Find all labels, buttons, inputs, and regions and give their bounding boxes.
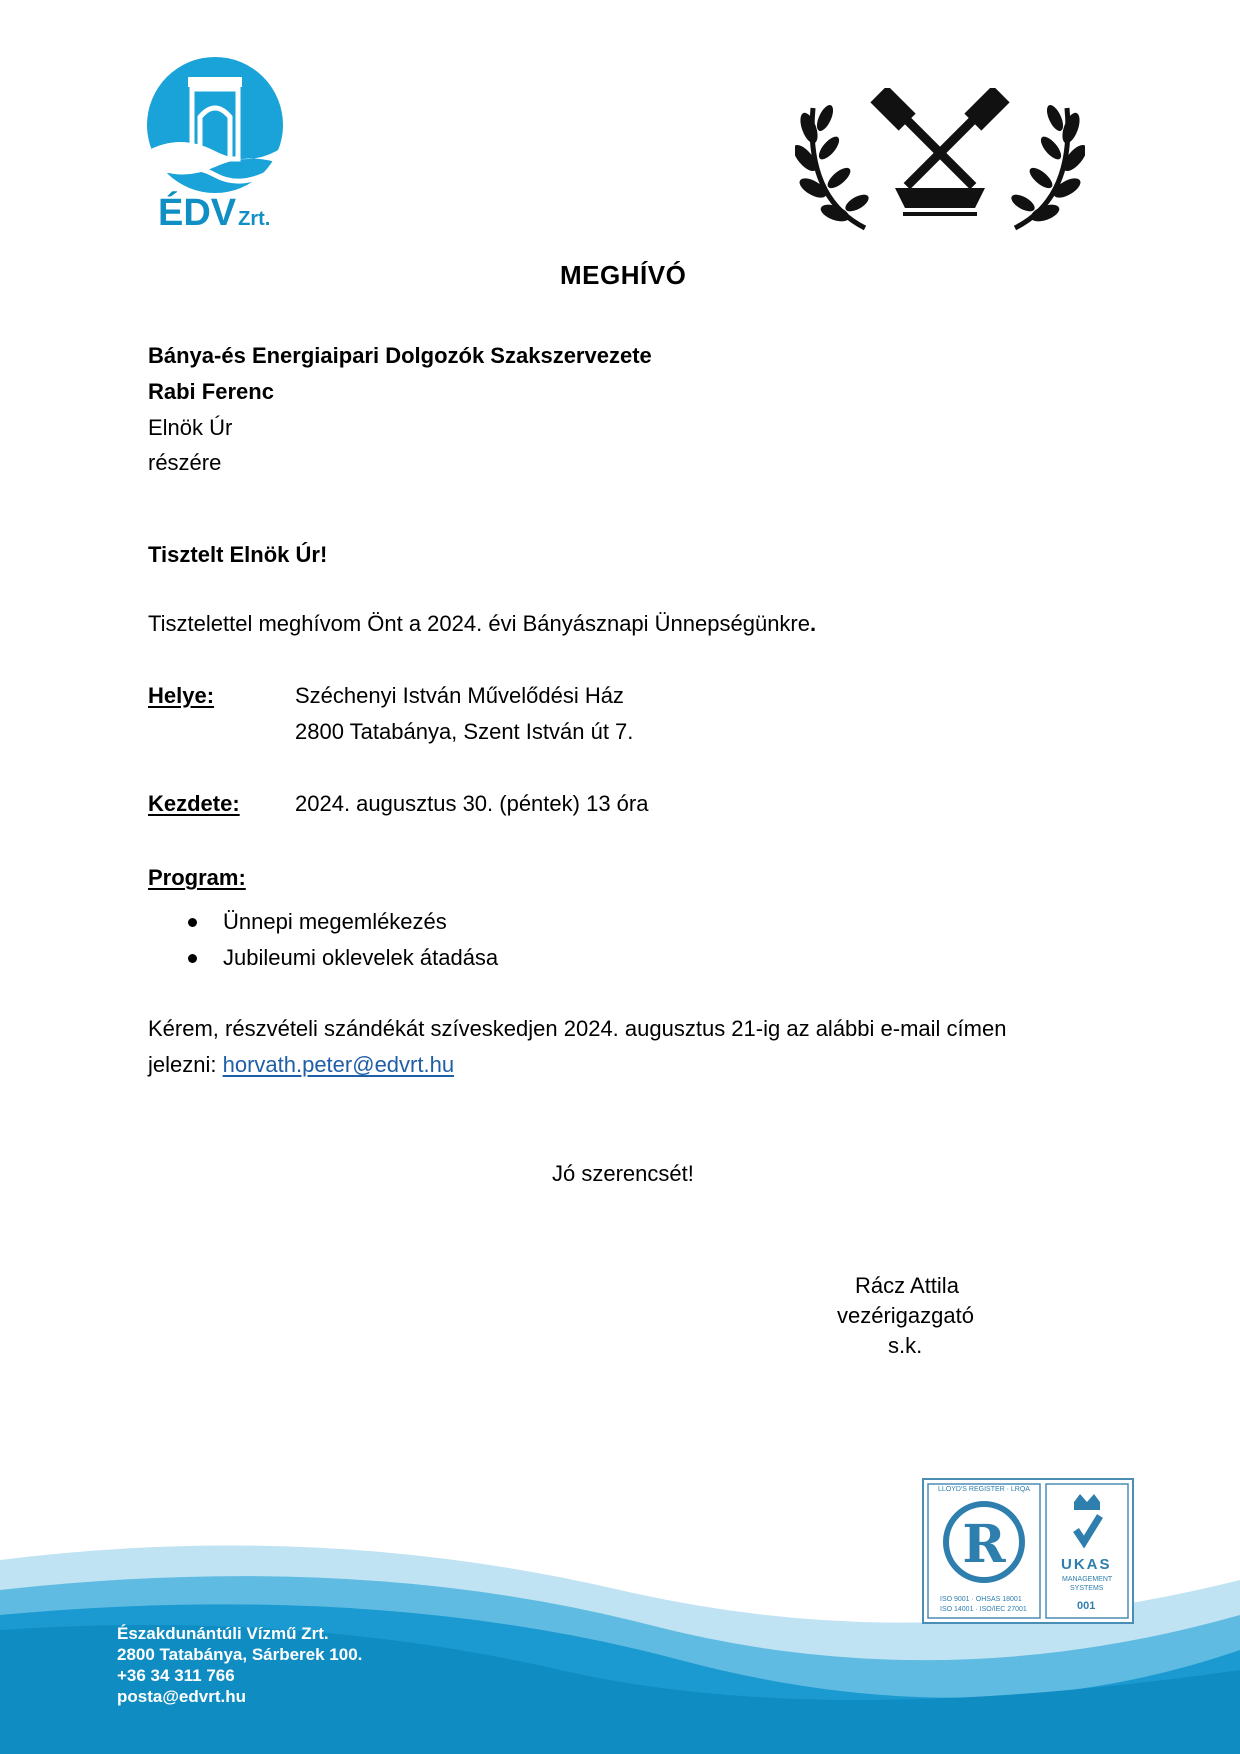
intro-text <box>148 606 816 642</box>
bullet-icon <box>188 918 197 927</box>
document-title: MEGHÍVÓ <box>560 260 687 290</box>
program-item: Jubileumi oklevelek átadása <box>223 945 499 970</box>
footer-company: Északdunántúli Vízmű Zrt. <box>117 1624 329 1643</box>
signature-name: Rácz Attila <box>855 1273 959 1298</box>
bullet-icon <box>188 954 197 963</box>
footer-address: 2800 Tatabánya, Sárberek 100. <box>117 1645 363 1664</box>
rsvp-prefix: jelezni: <box>148 1052 223 1077</box>
recipient-name: Rabi Ferenc <box>148 379 274 404</box>
rsvp-line2 <box>148 1047 454 1083</box>
recipient-for: részére <box>148 450 222 475</box>
svg-text:R: R <box>962 1514 1006 1575</box>
ukas-text: UKAS <box>1061 1556 1112 1573</box>
lrqa-certification-logo <box>922 1478 1134 1624</box>
intro-sentence: Tisztelettel meghívom Önt a 2024. évi Bányásznapi Ünnepségünkre <box>148 611 810 636</box>
start-value: 2024. augusztus 30. (péntek) 13 óra <box>295 791 649 816</box>
salutation: Tisztelt Elnök Úr! <box>148 542 328 567</box>
edv-logo-text: ÉDV <box>158 192 237 234</box>
recipient-position: Elnök Úr <box>148 415 233 440</box>
location-label: Helye: <box>148 683 215 708</box>
lrqa-standards-2: ISO 14001 · ISO/IEC 27001 <box>940 1606 1027 1613</box>
lrqa-arc-text: LLOYD'S REGISTER · LRQA <box>938 1486 1030 1493</box>
rsvp-email-link[interactable]: horvath.peter@edvrt.hu <box>222 1052 455 1077</box>
program-label: Program: <box>148 865 246 890</box>
ukas-number: 001 <box>1077 1600 1096 1612</box>
ukas-sub-2: SYSTEMS <box>1070 1585 1104 1592</box>
lrqa-standards-1: ISO 9001 · OHSAS 18001 <box>940 1596 1022 1603</box>
edv-logo-suffix: Zrt. <box>238 208 271 230</box>
start-label: Kezdete: <box>148 791 240 816</box>
footer-phone: +36 34 311 766 <box>117 1666 235 1685</box>
recipient-organization: Bánya-és Energiaipari Dolgozók Szakszervezete <box>148 343 652 368</box>
signature-title: vezérigazgató <box>837 1303 974 1328</box>
signature-sk: s.k. <box>888 1333 923 1358</box>
hammer-and-pick-wreath-icon <box>795 88 1085 238</box>
closing: Jó szerencsét! <box>552 1161 694 1186</box>
footer-email: posta@edvrt.hu <box>117 1687 246 1706</box>
rsvp-line1: Kérem, részvételi szándékát szíveskedjen 2024. augusztus 21-ig az alábbi e-mail címen <box>148 1016 1007 1041</box>
location-line1: Széchenyi István Művelődési Ház <box>295 683 624 708</box>
edv-logo <box>140 55 290 245</box>
miners-emblem <box>795 88 1085 238</box>
ukas-sub-1: MANAGEMENT <box>1062 1576 1113 1583</box>
intro-period: . <box>810 611 817 636</box>
program-item: Ünnepi megemlékezés <box>223 909 447 934</box>
location-line2: 2800 Tatabánya, Szent István út 7. <box>295 719 634 744</box>
